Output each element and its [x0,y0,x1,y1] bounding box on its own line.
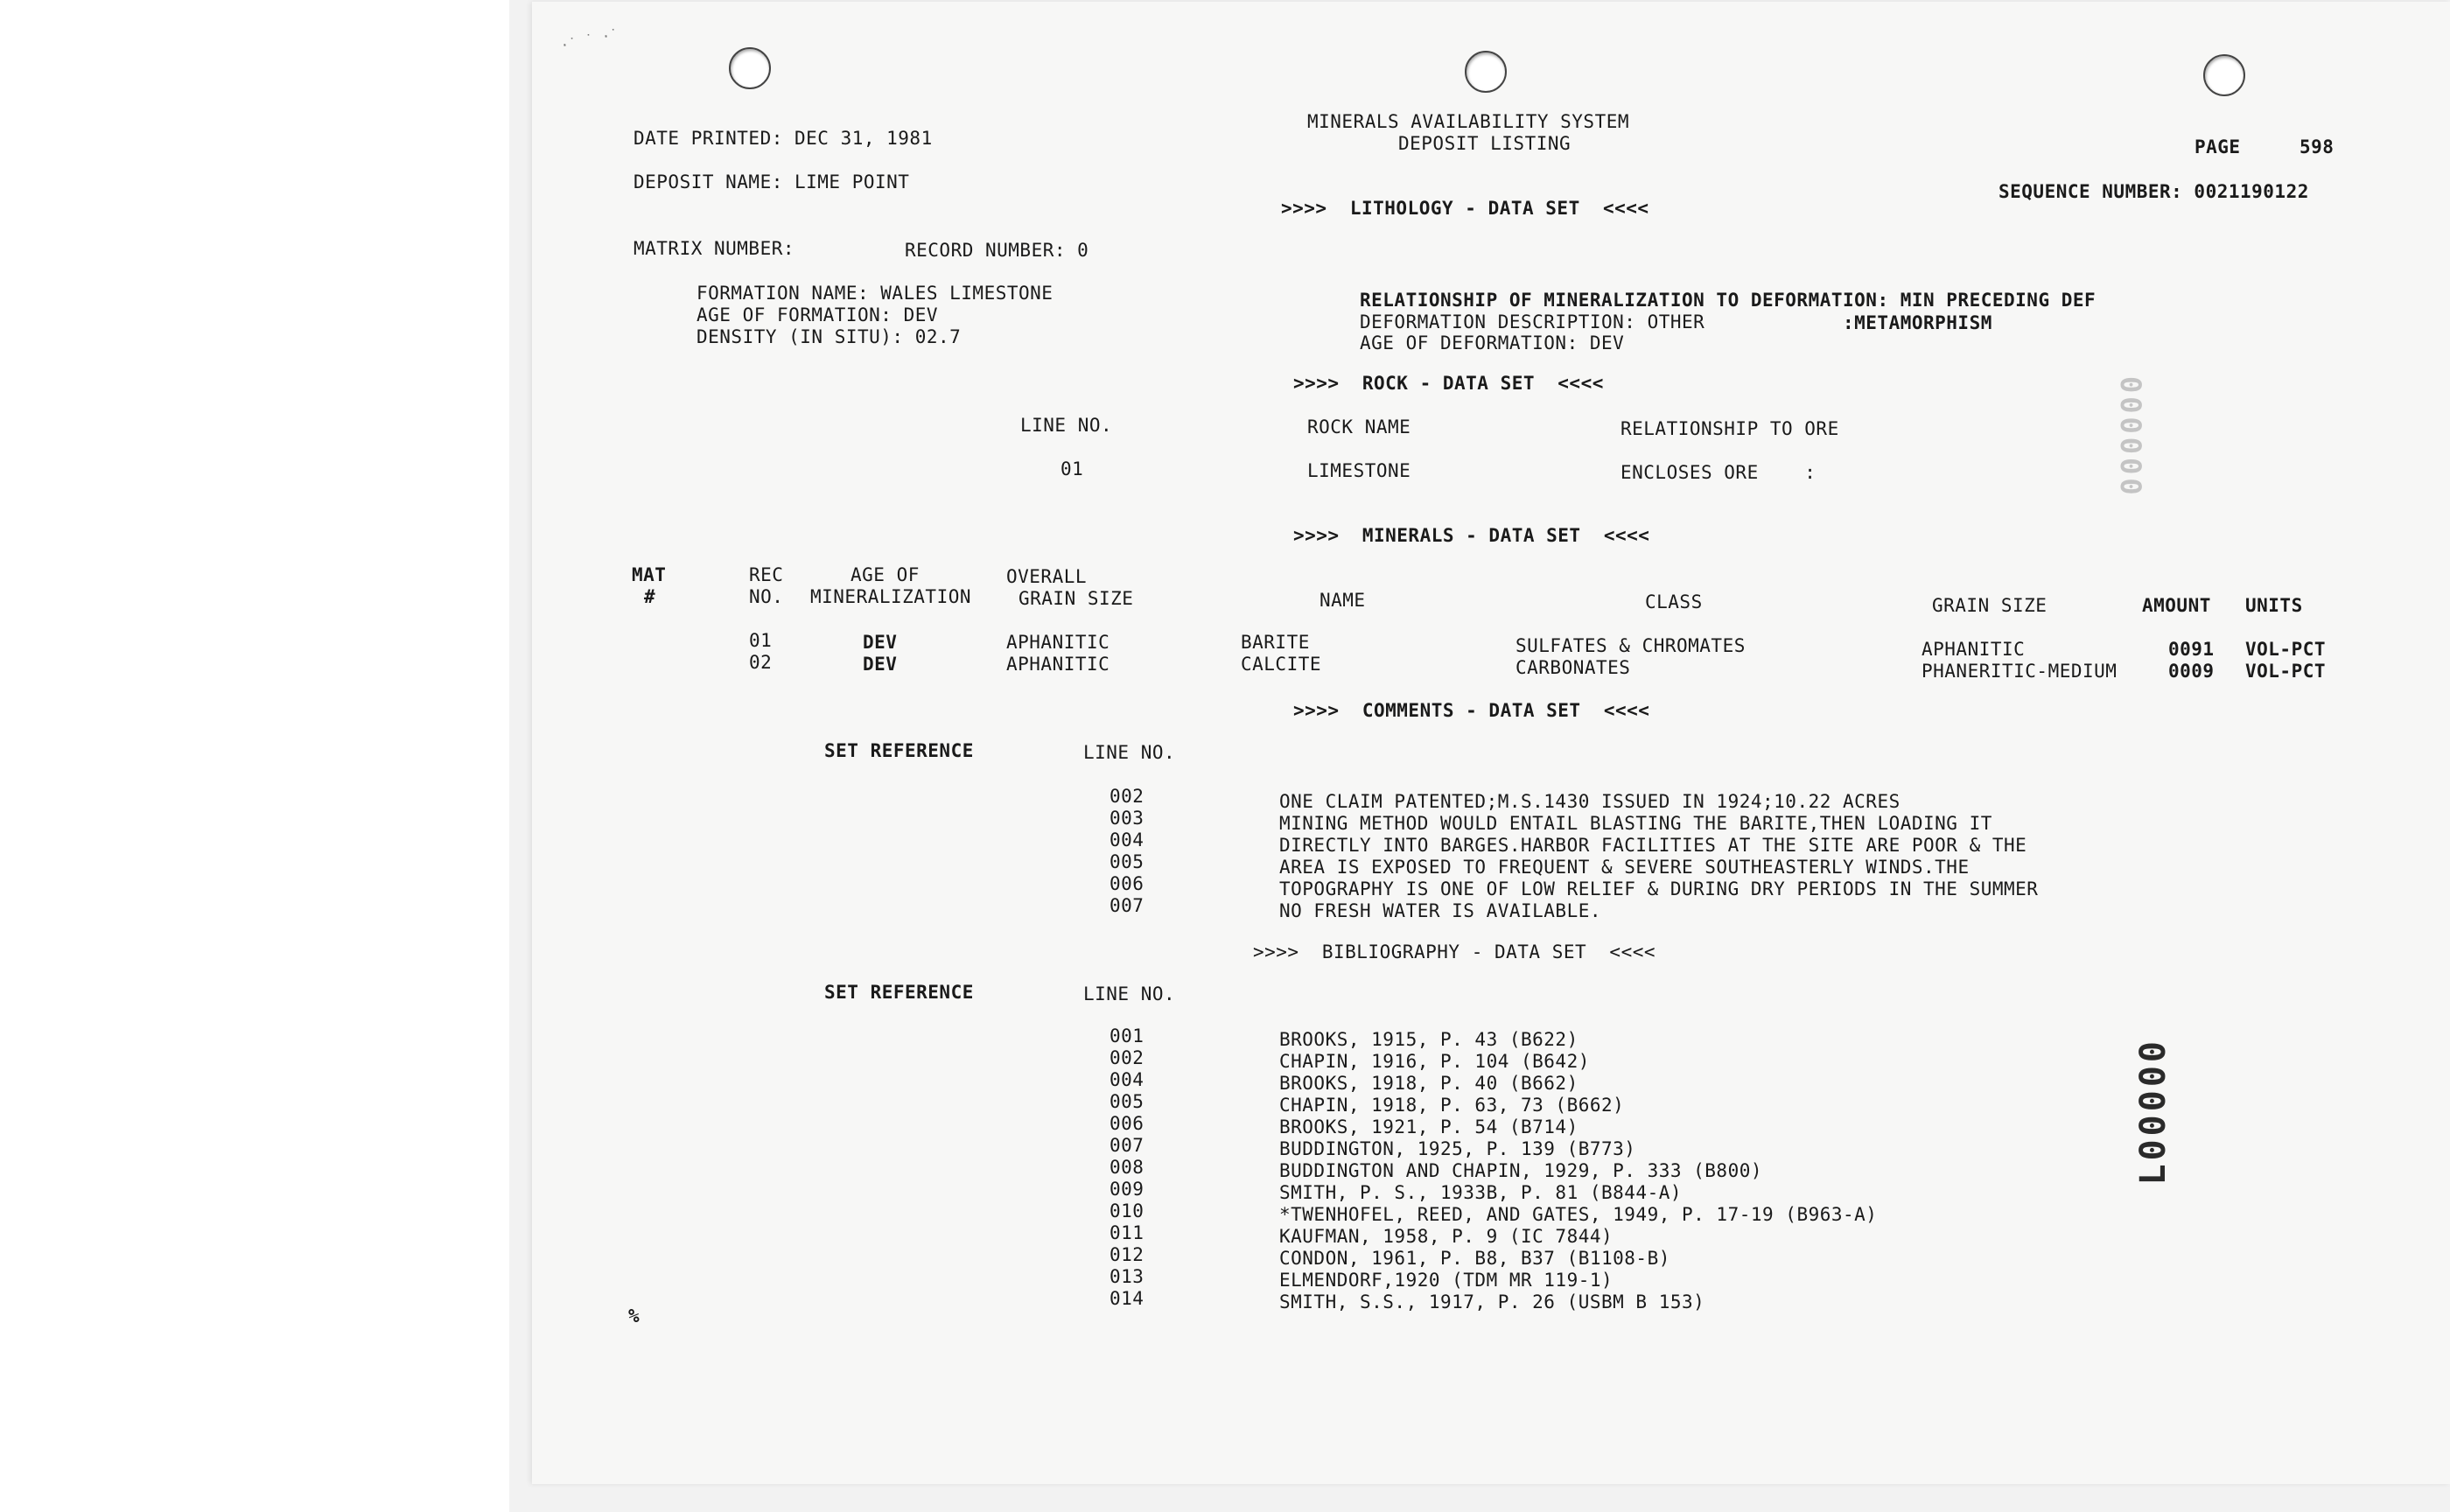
bibliography-line-no: 002 [1110,1047,1144,1068]
density: DENSITY (IN SITU): 02.7 [696,326,962,347]
page-label: PAGE [2194,136,2241,158]
mineral-2-units: VOL-PCT [2245,661,2327,682]
bibliography-line-no: 010 [1110,1200,1144,1222]
minerals-header-overall-2: GRAIN SIZE [1018,588,1134,609]
minerals-header-mat: MAT [632,564,667,585]
matrix-number: MATRIX NUMBER: [634,238,795,259]
page-number: 598 [2300,136,2334,158]
mineral-1-overall: APHANITIC [1006,632,1110,653]
bibliography-entry: KAUFMAN, 1958, P. 9 (IC 7844) [1279,1226,1614,1247]
bibliography-entry: BUDDINGTON, 1925, P. 139 (B773) [1279,1138,1636,1159]
comment-line-no: 004 [1110,830,1144,850]
comment-line-no: 003 [1110,808,1144,829]
rock-relationship: ENCLOSES ORE : [1620,462,1816,483]
bibliography-line-no: 007 [1110,1135,1144,1156]
bibliography-line-no: 008 [1110,1157,1144,1178]
mineral-2-amount: 0009 [2168,661,2215,682]
bibliography-line-no: 012 [1110,1244,1144,1265]
comment-line-text: AREA IS EXPOSED TO FREQUENT & SEVERE SOUTHEASTERLY WINDS.THE [1279,857,1970,878]
minerals-header-name: NAME [1320,590,1366,611]
punch-hole-center [1465,51,1507,93]
bibliography-entries [1279,1029,1877,1313]
mineral-2-rec: 02 [749,652,773,673]
comments-line-no-header: LINE NO. [1083,742,1176,763]
date-printed: DATE PRINTED: DEC 31, 1981 [634,128,933,149]
rock-line-no: 01 [1060,458,1084,480]
bibliography-entry: BROOKS, 1921, P. 54 (B714) [1279,1116,1578,1138]
bibliography-entry: CHAPIN, 1916, P. 104 (B642) [1279,1051,1590,1072]
bibliography-line-no: 014 [1110,1288,1144,1309]
punch-hole-right [2203,54,2245,96]
bibliography-entry: BROOKS, 1918, P. 40 (B662) [1279,1073,1578,1094]
mineral-1-units: VOL-PCT [2245,639,2327,660]
bibliography-line-no: 011 [1110,1222,1144,1243]
comments-text [1279,791,2038,922]
minerals-header-amount: AMOUNT [2142,595,2211,616]
rock-section-title: >>>> ROCK - DATA SET <<<< [1293,373,1604,394]
bibliography-line-no: 009 [1110,1179,1144,1200]
bibliography-line-no: 005 [1110,1091,1144,1112]
minerals-header-rec-no: NO. [749,586,784,607]
minerals-header-age-1: AGE OF [850,564,920,585]
mineral-1-age: DEV [863,632,898,653]
comment-line-text: ONE CLAIM PATENTED;M.S.1430 ISSUED IN 1924;10.22 ACRES [1279,791,1900,812]
comment-line-text: NO FRESH WATER IS AVAILABLE. [1279,900,1602,921]
formation-name: FORMATION NAME: WALES LIMESTONE [696,283,1054,304]
punch-hole-left [729,47,771,89]
minerals-header-units: UNITS [2245,595,2303,616]
sequence-number: SEQUENCE NUMBER: 0021190122 [1998,181,2309,202]
rock-header-line-no: LINE NO. [1020,415,1113,436]
mineral-2-name: CALCITE [1241,654,1322,675]
bibliography-line-no-header: LINE NO. [1083,984,1176,1004]
comment-line-no: 005 [1110,851,1144,872]
rock-header-relationship: RELATIONSHIP TO ORE [1620,418,1839,439]
bibliography-entry: SMITH, P. S., 1933B, P. 81 (B844-A) [1279,1182,1683,1203]
minerals-header-rec: REC [749,564,784,585]
bibliography-entry: BROOKS, 1915, P. 43 (B622) [1279,1029,1578,1050]
comment-line-text: DIRECTLY INTO BARGES.HARBOR FACILITIES AT THE SITE ARE POOR & THE [1279,835,2027,856]
rock-name: LIMESTONE [1307,460,1411,481]
mineral-2-age: DEV [863,654,898,675]
comment-line-text: MINING METHOD WOULD ENTAIL BLASTING THE BARITE,THEN LOADING IT [1279,813,1992,834]
minerals-header-class: CLASS [1645,592,1703,612]
mineral-1-rec: 01 [749,630,773,651]
system-title: MINERALS AVAILABILITY SYSTEM [1307,111,1630,132]
pencil-mark: ·˙ ˙ ·˙ [558,25,620,54]
bibliography-set-reference: SET REFERENCE [824,982,974,1003]
bibliography-entry: CONDON, 1961, P. B8, B37 (B1108-B) [1279,1248,1670,1269]
bibliography-line-no: 013 [1110,1266,1144,1287]
mineralization-relationship: RELATIONSHIP OF MINERALIZATION TO DEFORMATION: MIN PRECEDING DEF [1360,290,2096,311]
metamorphism: :METAMORPHISM [1843,312,1992,333]
mineral-1-class: SULFATES & CHROMATES [1516,635,1746,656]
deposit-name: DEPOSIT NAME: LIME POINT [634,172,910,192]
comments-set-reference: SET REFERENCE [824,740,974,761]
comment-line-no: 007 [1110,895,1144,916]
record-number: RECORD NUMBER: 0 [905,240,1089,261]
rock-header-rock-name: ROCK NAME [1307,416,1411,438]
comments-section-title: >>>> COMMENTS - DATA SET <<<< [1293,700,1650,721]
bibliography-entry: CHAPIN, 1918, P. 63, 73 (B662) [1279,1095,1625,1116]
bibliography-entry: *TWENHOFEL, REED, AND GATES, 1949, P. 17-19 (B963-A) [1279,1204,1878,1225]
faint-stamp-number: 000000 [2114,376,2147,499]
percent-marker: % [628,1306,640,1326]
comment-line-text: TOPOGRAPHY IS ONE OF LOW RELIEF & DURING DRY PERIODS IN THE SUMMER [1279,878,2039,900]
minerals-header-overall-1: OVERALL [1006,566,1088,587]
bibliography-line-no: 006 [1110,1113,1144,1134]
mineral-2-overall: APHANITIC [1006,654,1110,675]
mineral-2-class: CARBONATES [1516,657,1631,678]
mineral-1-name: BARITE [1241,632,1310,653]
deformation-description: DEFORMATION DESCRIPTION: OTHER [1360,312,1705,332]
bibliography-section-title: >>>> BIBLIOGRAPHY - DATA SET <<<< [1253,942,1656,962]
bibliography-line-no: 004 [1110,1069,1144,1090]
bibliography-entry: ELMENDORF,1920 (TDM MR 119-1) [1279,1270,1614,1291]
bibliography-entry: BUDDINGTON AND CHAPIN, 1929, P. 333 (B800) [1279,1160,1763,1181]
mineral-2-grain: PHANERITIC-MEDIUM [1922,661,2118,682]
bibliography-entry: SMITH, S.S., 1917, P. 26 (USBM B 153) [1279,1292,1705,1312]
age-of-formation: AGE OF FORMATION: DEV [696,304,939,326]
bibliography-line-no: 001 [1110,1026,1144,1046]
age-of-deformation: AGE OF DEFORMATION: DEV [1360,332,1625,354]
comments-line-numbers [1110,786,1144,917]
comment-line-no: 002 [1110,786,1144,807]
bibliography-line-numbers [1110,1026,1144,1310]
minerals-section-title: >>>> MINERALS - DATA SET <<<< [1293,525,1650,546]
mineral-1-amount: 0091 [2168,639,2215,660]
minerals-header-grain-size: GRAIN SIZE [1932,595,2048,616]
minerals-header-age-2: MINERALIZATION [810,586,972,607]
listing-title: DEPOSIT LISTING [1398,133,1572,154]
mineral-1-grain: APHANITIC [1922,639,2026,660]
stamp-number: L00000 [2133,1038,2174,1186]
comment-line-no: 006 [1110,873,1144,894]
lithology-section-title: >>>> LITHOLOGY - DATA SET <<<< [1281,198,1649,219]
minerals-header-mat-hash: # [644,586,656,607]
